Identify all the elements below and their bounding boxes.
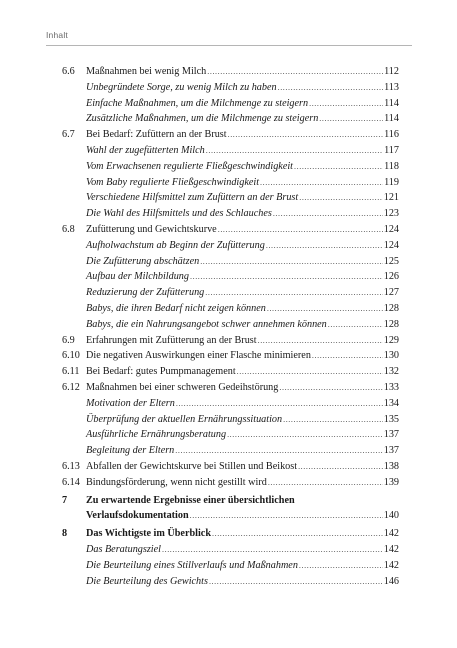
toc-subentry-title: Die Beurteilung eines Stillverlaufs und Maßnahmen [86,559,298,571]
toc-subentry-title: Zusätzliche Maßnahmen, um die Milchmenge zu steigern [86,113,319,125]
leader-dots [267,301,383,317]
toc-subentry-title: Die Zufütterung abschätzen [86,255,200,267]
toc-entry-page: 116 [384,129,399,141]
leader-dots [258,333,383,349]
leader-dots [294,159,383,175]
toc-subentry[interactable] [62,412,399,428]
toc-subentry[interactable] [62,443,399,459]
toc-subentry-page: 134 [383,397,399,409]
toc-subentry[interactable] [62,317,399,333]
toc-subentry-title: Verschiedene Hilfsmittel zum Zufüttern an der Brust [86,192,299,204]
toc-subentry[interactable] [62,96,399,112]
toc-subentry-page: 124 [383,239,399,251]
toc-subentry-page: 119 [384,176,399,188]
toc-subentry-title: Überprüfung der aktuellen Ernährungssituation [86,413,283,425]
toc-subentry-title: Babys, die ein Nahrungsangebot schwer annehmen können [86,318,327,330]
leader-dots [328,317,383,333]
leader-dots [266,238,383,254]
leader-dots [206,143,383,159]
leader-dots [279,380,382,396]
toc-subentry[interactable] [62,285,399,301]
toc-subentry-page: 135 [383,413,399,425]
chapter-7-heading-continued[interactable] [62,508,399,524]
toc-subentry[interactable] [62,175,399,191]
leader-dots [299,558,383,574]
toc-subentry[interactable] [62,427,399,443]
leader-dots [278,80,383,96]
toc-subentry-page: 117 [384,144,399,156]
toc-entry[interactable] [62,364,399,380]
toc-entry-number: 6.7 [62,129,75,141]
toc-entry-number: 6.12 [62,381,80,393]
toc-subentry-page: 137 [383,445,399,457]
toc-subentry-title: Babys, die ihren Bedarf nicht zeigen können [86,302,266,314]
toc-entry-page: 132 [383,366,399,378]
toc-subentry-title: Wahl der zugefütterten Milch [86,144,205,156]
leader-dots [200,254,383,270]
header-rule [46,45,412,46]
leader-dots [212,526,383,542]
toc-subentry-title: Das Beratungsziel [86,543,161,555]
leader-dots [218,222,383,238]
toc-entry-page: 112 [384,66,399,77]
toc-subentry[interactable] [62,143,399,159]
toc-subentry[interactable] [62,111,399,127]
chapter-title-line-1: Zu erwartende Ergebnisse einer übersichtlichen [86,494,295,506]
toc-subentry[interactable] [62,574,399,590]
toc-entry-title: Bindungsförderung, wenn nicht gestillt wird [86,476,267,488]
toc-subentry-page: 125 [383,255,399,267]
chapter-page: 142 [383,528,399,540]
toc-subentry[interactable] [62,301,399,317]
leader-dots [176,396,383,412]
toc-entry-page: 133 [383,381,399,393]
leader-dots [319,111,383,127]
toc-subentry-page: 128 [383,318,399,330]
toc-entry[interactable] [62,64,399,80]
toc-subentry-page: 114 [384,113,399,125]
toc-subentry-title: Unbegründete Sorge, zu wenig Milch zu haben [86,81,277,93]
toc-entry-number: 6.6 [62,66,75,77]
leader-dots [175,443,382,459]
toc-subentry[interactable] [62,269,399,285]
chapter-number: 7 [62,494,68,506]
chapter-page: 140 [383,510,399,522]
leader-dots [260,175,383,191]
toc-subentry[interactable] [62,159,399,175]
leader-dots [190,508,383,524]
toc-entry-number: 6.13 [62,460,80,472]
chapter-title-line-2: Verlaufsdokumentation [86,510,189,522]
leader-dots [209,574,383,590]
toc-subentry[interactable] [62,80,399,96]
toc-subentry[interactable] [62,238,399,254]
toc-subentry-page: 142 [383,543,399,555]
toc-subentry-page: 146 [383,575,399,587]
toc-entry[interactable] [62,222,399,238]
toc-entry[interactable] [62,348,399,364]
toc-entry-page: 124 [383,223,399,235]
toc-subentry[interactable] [62,254,399,270]
toc-entry-number: 6.11 [62,366,80,378]
toc-entry-title: Die negativen Auswirkungen einer Flasche minimieren [86,350,311,362]
leader-dots [228,127,383,143]
toc-subentry-title: Vom Baby regulierte Fließgeschwindigkeit [86,176,260,188]
toc-entry-page: 130 [383,350,399,362]
toc-subentry-page: 113 [384,81,399,93]
toc-subentry-title: Die Beurteilung des Gewichts [86,575,208,587]
toc-subentry-page: 128 [383,302,399,314]
toc-subentry-title: Die Wahl des Hilfsmittels und des Schlauches [86,208,272,220]
toc-entry-title: Abfallen der Gewichtskurve bei Stillen und Beikost [86,460,298,472]
toc-subentry-page: 137 [383,429,399,441]
toc-subentry-title: Begleitung der Eltern [86,445,175,457]
chapter-title: Das Wichtigste im Überblick [86,528,211,540]
toc-entry-title: Maßnahmen bei wenig Milch [86,66,207,77]
toc-subentry-page: 121 [383,192,399,204]
toc-subentry[interactable] [62,396,399,412]
table-of-contents [62,64,399,589]
toc-entry-number: 6.10 [62,350,80,362]
toc-entry[interactable] [62,333,399,349]
toc-entry[interactable] [62,459,399,475]
chapter-number: 8 [62,528,68,540]
toc-subentry-page: 142 [383,559,399,571]
toc-subentry-page: 126 [383,271,399,283]
toc-entry-title: Erfahrungen mit Zufütterung an der Brust [86,334,257,346]
toc-subentry-title: Vom Erwachsenen regulierte Fließgeschwindigkeit [86,160,294,172]
toc-entry-page: 129 [383,334,399,346]
toc-subentry-title: Aufholwachstum ab Beginn der Zufütterung [86,239,265,251]
leader-dots [298,459,383,475]
running-head: Inhalt [46,30,68,40]
toc-entry-number: 6.14 [62,476,80,488]
chapter-7-heading[interactable] [62,493,399,509]
leader-dots [273,206,383,222]
toc-entry-title: Bei Bedarf: gutes Pumpmanagement [86,366,236,378]
toc-entry[interactable] [62,475,399,491]
toc-subentry-page: 127 [383,287,399,299]
toc-subentry-page: 118 [384,160,399,172]
leader-dots [299,190,382,206]
leader-dots [237,364,383,380]
toc-entry-title: Maßnahmen bei einer schweren Gedeihstörung [86,381,279,393]
leader-dots [227,427,383,443]
leader-dots [309,96,383,112]
leader-dots [268,475,383,491]
toc-subentry[interactable] [62,558,399,574]
toc-subentry-title: Einfache Maßnahmen, um die Milchmenge zu steigern [86,97,309,109]
toc-subentry[interactable] [62,206,399,222]
toc-entry[interactable] [62,127,399,143]
toc-entry-number: 6.8 [62,223,75,235]
toc-entry-title: Bei Bedarf: Zufüttern an der Brust [86,129,227,141]
toc-subentry[interactable] [62,542,399,558]
toc-entry[interactable] [62,380,399,396]
leader-dots [207,64,383,80]
toc-subentry-title: Aufbau der Milchbildung [86,271,189,283]
toc-subentry-title: Motivation der Eltern [86,397,175,409]
toc-subentry-title: Reduzierung der Zufütterung [86,287,205,299]
chapter-8-heading[interactable] [62,526,399,542]
toc-entry-page: 139 [383,476,399,488]
toc-entry-title: Zufütterung und Gewichtskurve [86,223,217,235]
toc-entry-page: 138 [383,460,399,472]
toc-subentry[interactable] [62,190,399,206]
toc-entry-number: 6.9 [62,334,75,346]
leader-dots [205,285,382,301]
leader-dots [283,412,383,428]
toc-subentry-page: 123 [383,208,399,220]
leader-dots [162,542,383,558]
leader-dots [190,269,383,285]
toc-subentry-title: Ausführliche Ernährungsberatung [86,429,227,441]
toc-subentry-page: 114 [384,97,399,109]
leader-dots [312,348,383,364]
